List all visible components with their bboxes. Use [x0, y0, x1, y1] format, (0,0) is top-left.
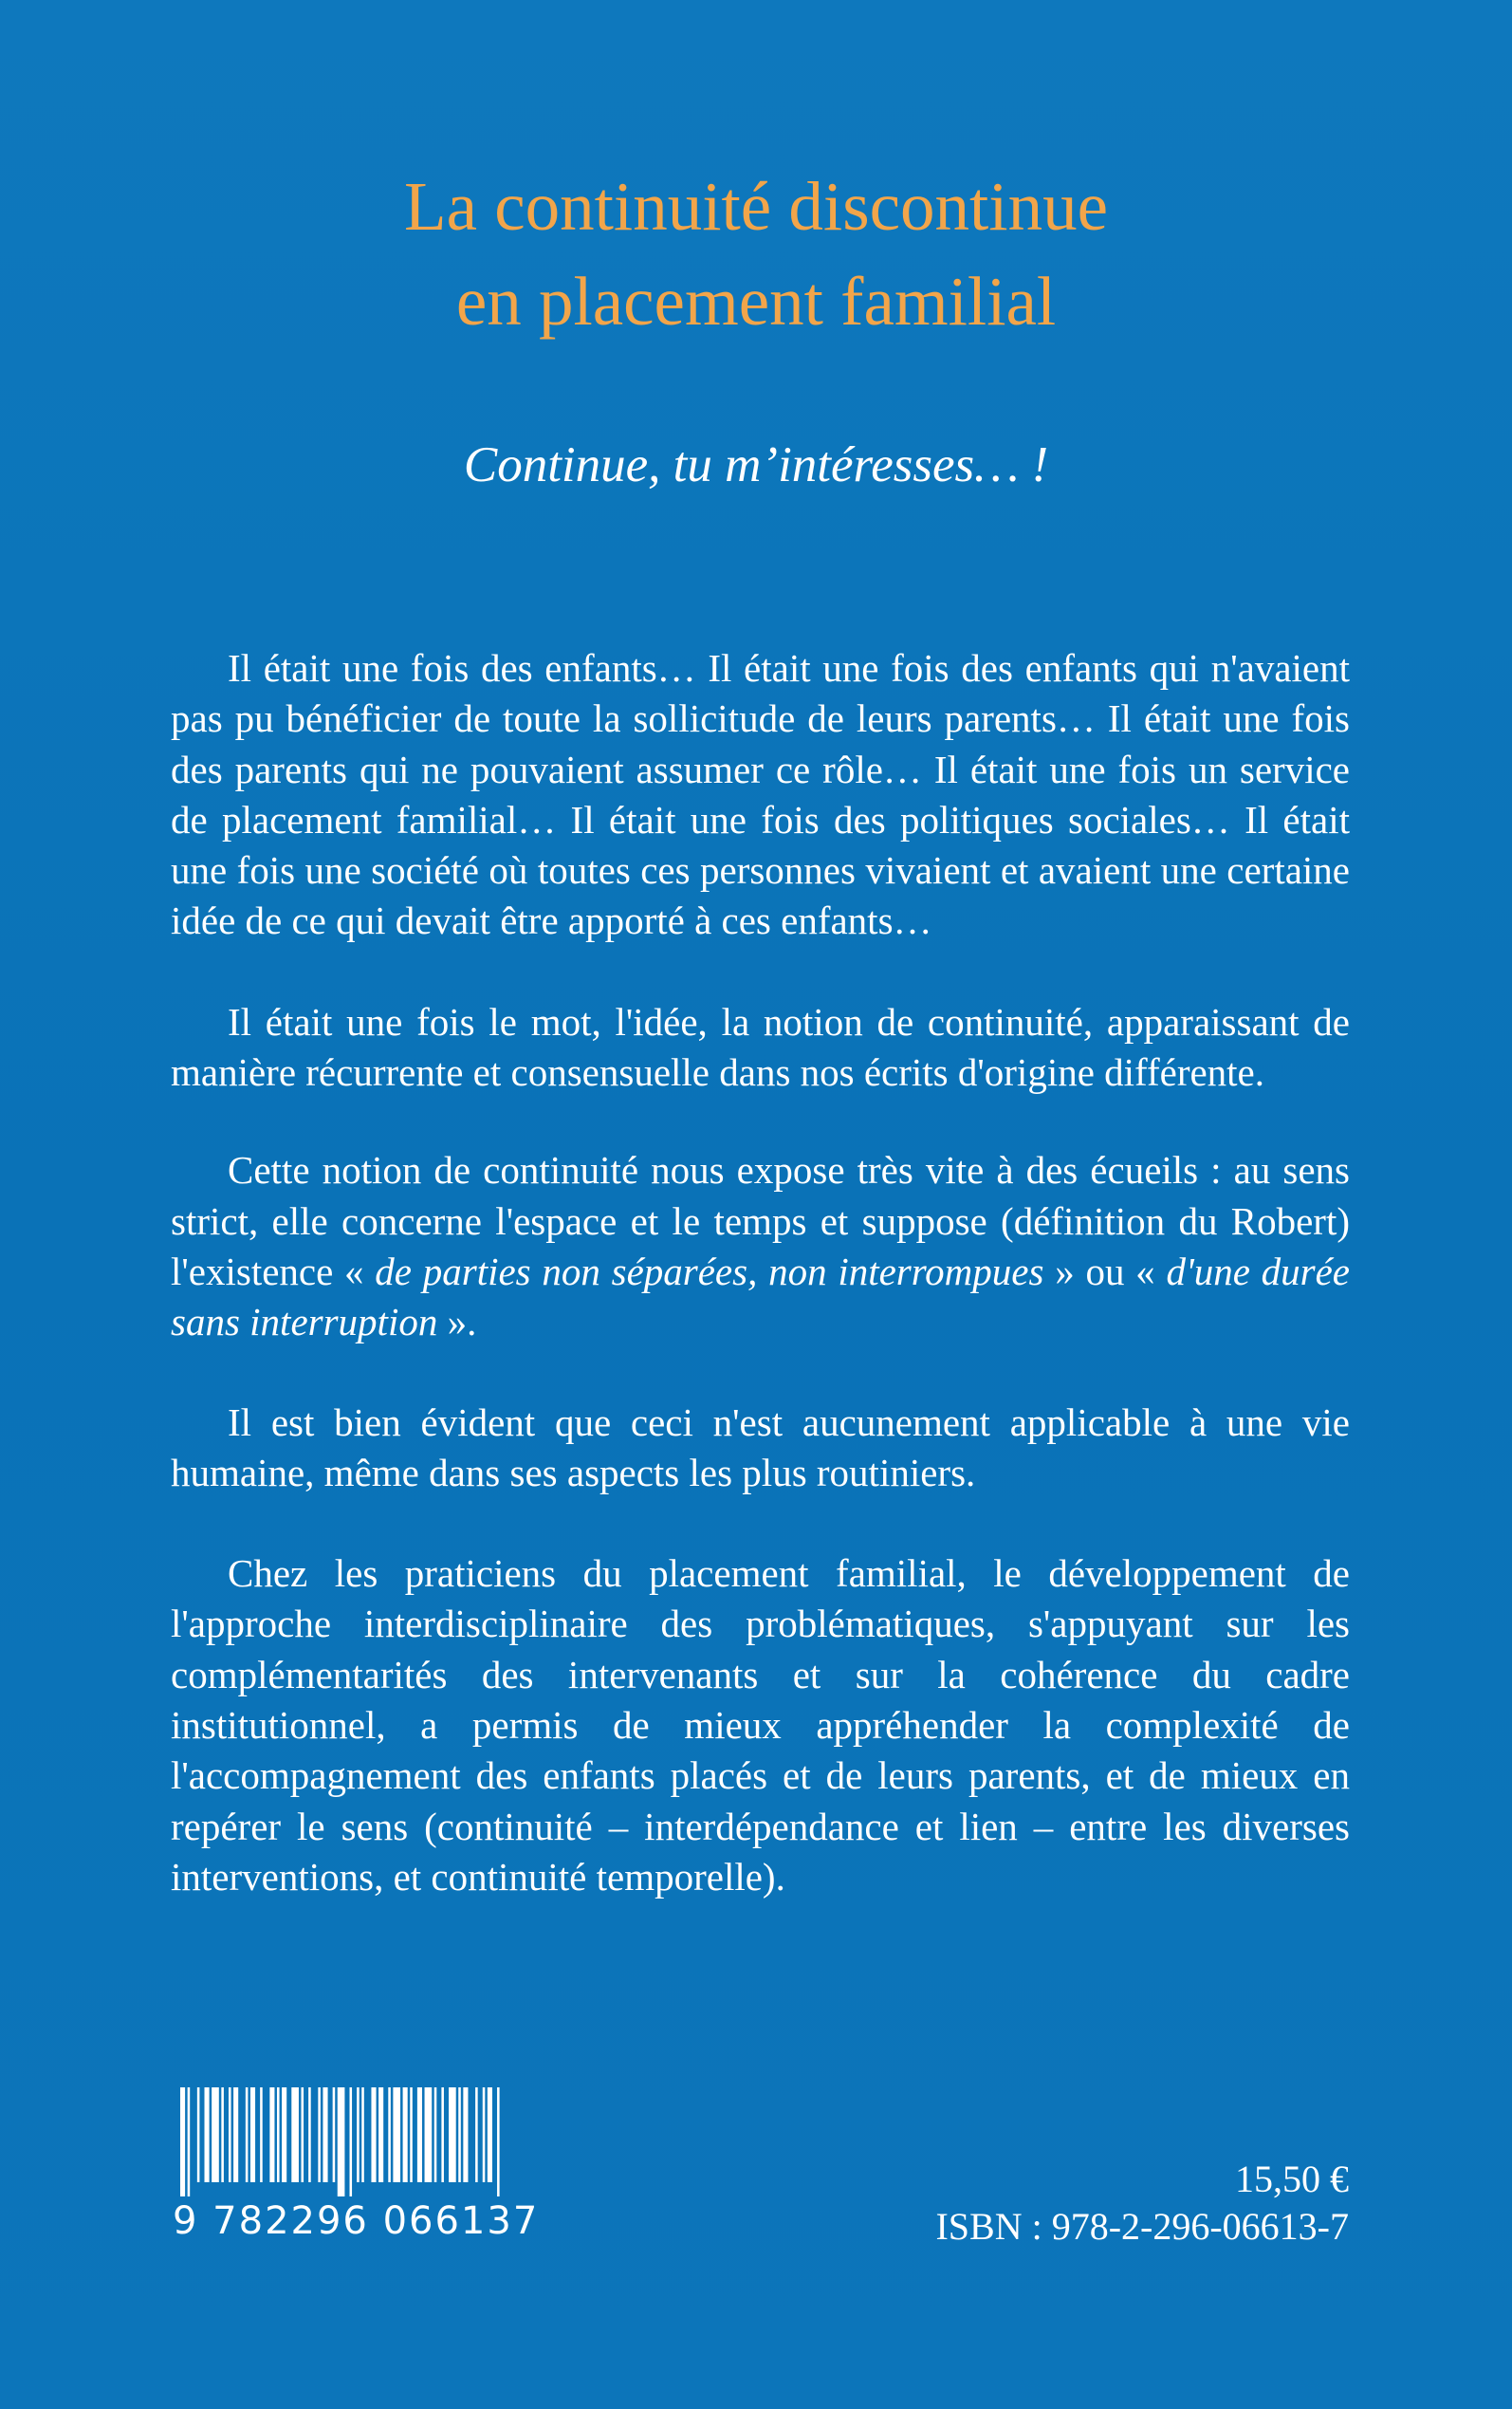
book-title-line-2: en placement familial	[455, 263, 1057, 340]
book-title-line-1: La continuité discontinue	[404, 168, 1108, 245]
blurb-paragraph-5: Chez les praticiens du placement familial, le développement de l'approche interdisciplinaire des problématiques, s'appuyant sur les complémentarités des intervenants et sur la cohérence du cadre institutionnel, a permis de mieux appréhender la complexité de l'accompagnement des enfants placés et de leurs parents, et de mieux en repérer le sens (continuité – interdépendance et lien – entre les diverses interventions, et continuité temporelle).	[171, 1551, 1350, 1899]
barcode-bar	[221, 2087, 224, 2182]
barcode-bar	[403, 2087, 408, 2182]
blurb-paragraph-1: Il était une fois des enfants… Il était une fois des enfants qui n'avaient pas pu bénéficier de toute la sollicitude de leurs parents… Il était une fois des parents qui ne pouvaient assumer ce rôle… Il était une fois un service de placement familial… Il était une fois des politiques sociales… Il était une fois une société où toutes ces personnes vivaient et avaient une certaine idée de ce qui devait être apporté à ces enfants…	[171, 646, 1350, 943]
blurb-paragraph-4: Il est bien évident que ceci n'est aucunement applicable à une vie humaine, même dans ses aspects les plus routiniers.	[171, 1399, 1350, 1494]
blurb-quote-2: d'une durée sans interruption	[171, 1249, 1350, 1344]
barcode-bar	[488, 2087, 492, 2182]
barcode-bar	[318, 2087, 321, 2182]
blurb-paragraph-3-text-a: Cette notion de continuité nous expose très vite à des écueils : au sens strict, elle concerne l'espace et le temps et suppose (définition du Robert) l'existence «	[171, 1148, 1350, 1293]
barcode-bar	[371, 2087, 376, 2182]
barcode-bars	[180, 2087, 569, 2196]
barcode-bar	[425, 2087, 433, 2182]
blurb-paragraph-3	[171, 1145, 1350, 1347]
barcode-bar	[212, 2087, 219, 2182]
barcode-bar	[250, 2087, 255, 2182]
barcode-bar	[388, 2087, 391, 2182]
barcode-bar	[269, 2087, 274, 2182]
barcode-bar	[350, 2087, 353, 2196]
barcode-bar	[410, 2087, 413, 2182]
barcode-bar	[333, 2087, 336, 2182]
barcode-bar	[282, 2087, 286, 2182]
barcode-bar	[302, 2087, 304, 2182]
price: 15,50 €	[1235, 2158, 1349, 2200]
barcode-bar	[338, 2087, 345, 2196]
barcode-bar	[229, 2087, 231, 2182]
barcode-bar	[483, 2087, 486, 2182]
barcode-bar	[475, 2087, 478, 2182]
barcode-bar	[497, 2087, 500, 2196]
barcode-bar	[434, 2087, 437, 2182]
barcode-bar	[378, 2087, 383, 2182]
barcode-bar	[463, 2087, 468, 2182]
barcode-bar	[323, 2087, 327, 2182]
barcode-bar	[260, 2087, 263, 2182]
barcode-bar	[458, 2087, 461, 2182]
barcode-bar	[357, 2087, 360, 2182]
barcode-bar	[308, 2087, 311, 2182]
barcode-bar	[417, 2087, 422, 2182]
barcode-bar	[246, 2087, 249, 2182]
barcode-bar	[197, 2087, 200, 2182]
barcode-bar	[441, 2087, 444, 2182]
blurb	[171, 643, 1350, 1953]
book-subtitle: Continue, tu m’intéresses… !	[463, 437, 1049, 492]
barcode-bar	[393, 2087, 400, 2182]
barcode-bar	[277, 2087, 280, 2182]
isbn: ISBN : 978-2-296-06613-7	[935, 2205, 1349, 2248]
barcode-bar	[180, 2087, 185, 2196]
barcode-bar	[449, 2087, 456, 2182]
blurb-paragraph-2: Il était une fois le mot, l'idée, la notion de continuité, apparaissant de manière récurrente et consensuelle dans nos écrits d'origine différente.	[171, 999, 1350, 1095]
book-title	[0, 159, 1512, 349]
blurb-paragraph-3-text-c: ».	[437, 1300, 477, 1344]
blurb-paragraph-3-text-b: » ou «	[1043, 1249, 1167, 1293]
barcode-bar	[233, 2087, 238, 2182]
barcode-bar	[205, 2087, 210, 2182]
barcode-number: 9 782296 066137	[173, 2199, 540, 2243]
barcode-bar	[361, 2087, 364, 2182]
blurb-quote-1: de parties non séparées, non interrompues	[375, 1249, 1044, 1293]
barcode-bar	[188, 2087, 191, 2196]
barcode-bar	[291, 2087, 299, 2182]
